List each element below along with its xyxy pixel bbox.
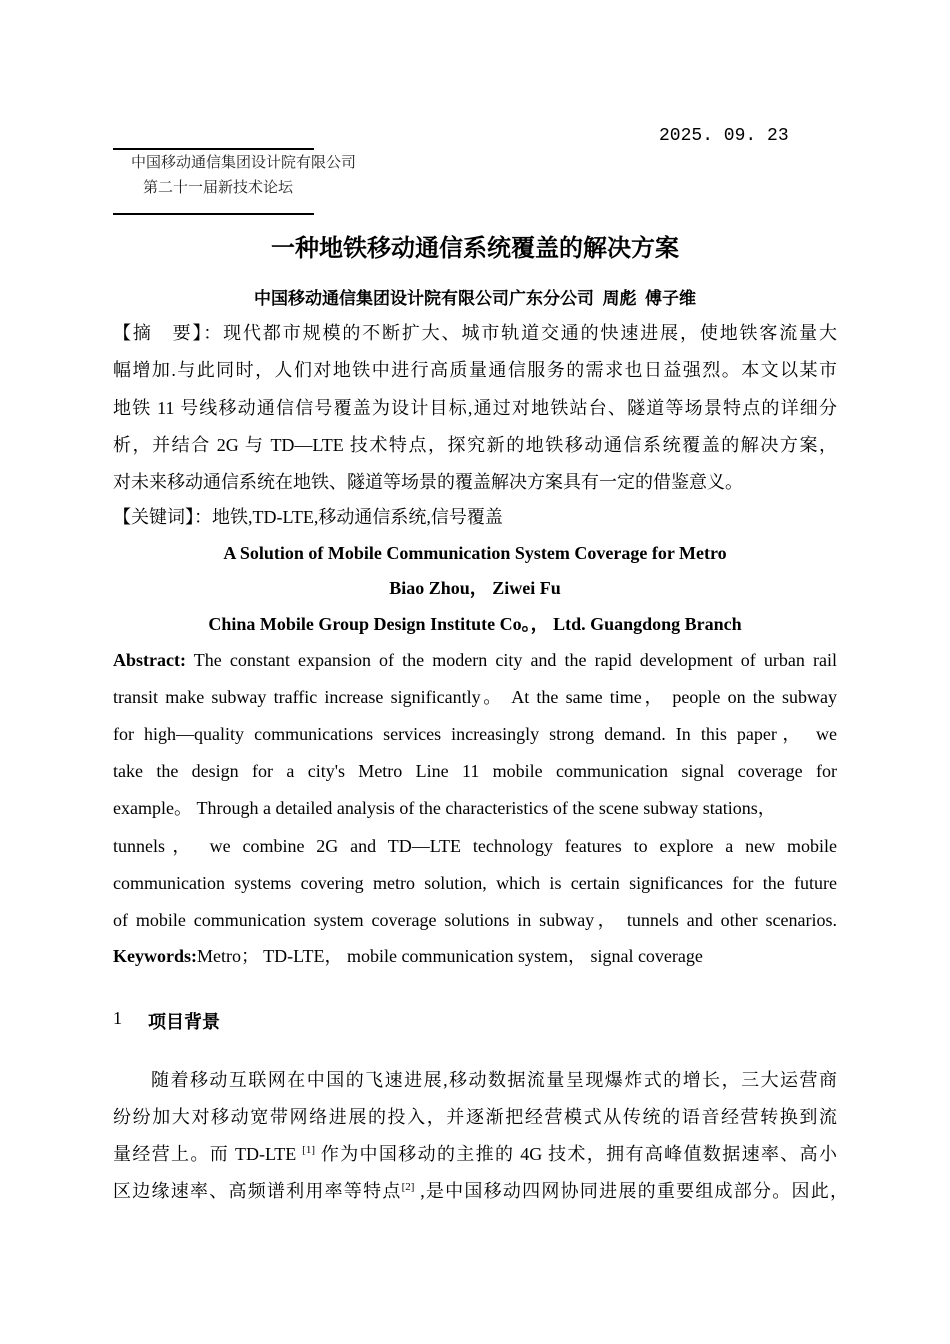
abstract-cn-label: 【摘 要】： <box>113 323 224 343</box>
abstract-cn-line: 地铁 11 号线移动通信信号覆盖为设计目标,通过对地铁站台、隧道等场景特点的详细分 <box>113 398 837 418</box>
abstract-cn-line: 【摘 要】：现代都市规模的不断扩大、城市轨道交通的快速进展，使地铁客流量大 <box>113 323 838 343</box>
body-line: 区边缘速率、高频谱利用率等特点[2] ,是中国移动四网协同进展的重要组成部分。因此， <box>113 1181 849 1201</box>
english-title: A Solution of Mobile Communication System Coverage for Metro <box>223 543 727 563</box>
abstract-cn-line: 析，并结合 2G 与 TD—LTE 技术特点，探究新的地铁移动通信系统覆盖的解决方案， <box>113 435 837 455</box>
header-org: 中国移动通信集团设计院有限公司 <box>131 155 357 171</box>
english-affiliation: China Mobile Group Design Institute Co。， Ltd. Guangdong Branch <box>208 614 742 634</box>
body-line: 纷纷加大对移动宽带网络进展的投入，并逐渐把经营模式从传统的语音经营转换到流 <box>113 1107 837 1127</box>
header-forum: 第二十一届新技术论坛 <box>143 180 294 196</box>
abstract-en-label: Abstract: <box>113 650 186 670</box>
abstract-en-line: example。 Through a detailed analysis of the characteristics of the scene subway stations， <box>113 798 776 818</box>
keywords-en: Keywords:Metro； TD-LTE， mobile communication system， signal coverage <box>113 946 703 966</box>
header-rule-top <box>113 148 314 150</box>
authors-cn: 中国移动通信集团设计院有限公司广东分公司 周彪 傅子维 <box>254 289 696 308</box>
keywords-cn: 【关键词】：地铁,TD-LTE,移动通信系统,信号覆盖 <box>113 507 503 527</box>
abstract-en-line: transit make subway traffic increase significantly。 At the same time， people on the subway <box>113 687 837 707</box>
citation-ref[interactable]: [2] <box>401 1181 415 1193</box>
section-number: 1 <box>113 1008 122 1028</box>
abstract-cn-line: 对未来移动通信系统在地铁、隧道等场景的覆盖解决方案具有一定的借鉴意义。 <box>113 472 743 492</box>
abstract-cn-line: 幅增加.与此同时，人们对地铁中进行高质量通信服务的需求也日益强烈。本文以某市 <box>113 360 837 380</box>
section-heading: 项目背景 <box>148 1012 220 1032</box>
body-line: 随着移动互联网在中国的飞速进展,移动数据流量呈现爆炸式的增长，三大运营商 <box>151 1070 837 1090</box>
abstract-en-line: Abstract: The constant expansion of the modern city and the rapid development of urban rail <box>113 650 837 670</box>
abstract-en-line: take the design for a city's Metro Line 11 mobile communication signal coverage for <box>113 761 837 781</box>
body-line: 量经营上。而 TD-LTE [1] 作为中国移动的主推的 4G 技术，拥有高峰值数据速率、高小 <box>113 1144 838 1164</box>
abstract-en-line: of mobile communication system coverage solutions in subway， tunnels and other scenarios. <box>113 910 837 930</box>
header-rule-bottom <box>113 213 314 215</box>
english-authors: Biao Zhou， Ziwei Fu <box>389 578 561 598</box>
abstract-en-line: for high—quality communications services increasingly strong demand. In this paper， we <box>113 724 837 744</box>
abstract-en-line: tunnels， we combine 2G and TD—LTE technology features to explore a new mobile <box>113 836 837 856</box>
page-title: 一种地铁移动通信系统覆盖的解决方案 <box>271 236 679 262</box>
abstract-en-line: communication systems covering metro solution, which is certain significances for the future <box>113 873 837 893</box>
citation-ref[interactable]: [1] <box>302 1144 315 1156</box>
date: 2025. 09. 23 <box>659 126 789 146</box>
